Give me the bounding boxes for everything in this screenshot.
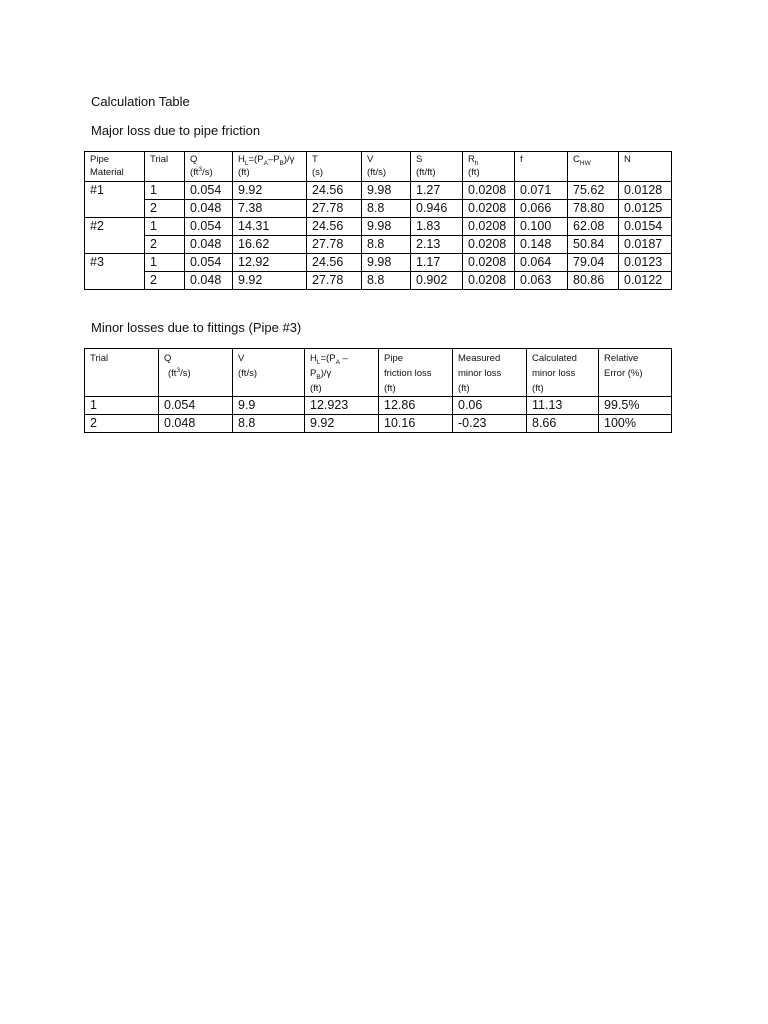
table-cell: 27.78: [307, 200, 362, 218]
header-q: [185, 152, 233, 182]
header-chw: [568, 152, 619, 182]
table-cell: 8.8: [362, 272, 411, 290]
table-cell: 9.92: [305, 415, 379, 433]
table-cell: 0.048: [185, 272, 233, 290]
table-row: [85, 236, 672, 254]
header-text: V: [367, 154, 374, 165]
table-cell: 14.31: [233, 218, 307, 236]
major-loss-title: Major loss due to pipe friction: [91, 123, 261, 138]
header-text: V: [238, 353, 245, 364]
table-cell: 1: [145, 254, 185, 272]
header-text: –: [339, 353, 348, 364]
major-loss-table: [84, 151, 672, 290]
header-text: minor loss: [532, 368, 576, 379]
header-unit: (ft): [532, 383, 544, 394]
table-row: [85, 254, 672, 272]
header-calculated-minor-loss: [527, 349, 599, 397]
table-cell: -0.23: [453, 415, 527, 433]
header-head-loss: [233, 152, 307, 182]
header-unit: /s): [202, 166, 213, 178]
table-cell: 99.5%: [599, 397, 672, 415]
table-row: [85, 272, 672, 290]
header-text: =(P: [248, 154, 264, 165]
pipe-material-cell: #2: [85, 218, 145, 254]
table-cell: 16.62: [233, 236, 307, 254]
subscript: HW: [579, 159, 591, 167]
table-cell: 8.8: [233, 415, 305, 433]
header-text: C: [573, 154, 580, 165]
table-cell: 10.16: [379, 415, 453, 433]
header-text: P: [310, 368, 317, 379]
table-cell: 11.13: [527, 397, 599, 415]
header-n: [619, 152, 672, 182]
header-text: friction loss: [384, 368, 432, 379]
table-cell: 2: [145, 236, 185, 254]
header-text: Measured: [458, 353, 501, 364]
table-cell: 0.0208: [463, 236, 515, 254]
header-f: [515, 152, 568, 182]
subscript: B: [316, 373, 321, 381]
table-cell: 0.063: [515, 272, 568, 290]
table-cell: 0.148: [515, 236, 568, 254]
major-table-body: [85, 182, 672, 290]
header-unit: (s): [312, 166, 324, 178]
table-cell: 1: [145, 218, 185, 236]
header-s: [411, 152, 463, 182]
minor-table-body: [85, 397, 672, 433]
header-text: H: [310, 353, 317, 364]
table-cell: 24.56: [307, 182, 362, 200]
table-cell: 9.9: [233, 397, 305, 415]
header-text: Trial: [150, 154, 169, 165]
table-cell: 0.0128: [619, 182, 672, 200]
header-unit: (ft): [384, 383, 396, 394]
table-cell: 24.56: [307, 254, 362, 272]
header-text: R: [468, 154, 475, 165]
header-text: Pipe: [90, 154, 110, 165]
table-cell: 75.62: [568, 182, 619, 200]
table-cell: 27.78: [307, 272, 362, 290]
header-text: Calculated: [532, 353, 577, 364]
header-text: f: [520, 154, 523, 165]
header-t: [307, 152, 362, 182]
table-cell: 80.86: [568, 272, 619, 290]
header-text: N: [624, 154, 631, 165]
table-cell: 12.92: [233, 254, 307, 272]
header-text: Pipe: [384, 353, 404, 364]
table-row: [85, 397, 672, 415]
table-cell: 7.38: [233, 200, 307, 218]
header-head-loss: [305, 349, 379, 397]
table-cell: 9.98: [362, 182, 411, 200]
table-cell: 8.66: [527, 415, 599, 433]
table-cell: 0.0187: [619, 236, 672, 254]
header-pipe-friction-loss: [379, 349, 453, 397]
header-pipe-material: [85, 152, 145, 182]
table-cell: 9.92: [233, 272, 307, 290]
table-row: [85, 200, 672, 218]
subscript: A: [263, 159, 268, 167]
table-cell: 24.56: [307, 218, 362, 236]
header-text: minor loss: [458, 368, 502, 379]
table-cell: 0.902: [411, 272, 463, 290]
minor-loss-table: [84, 348, 672, 433]
header-text: –P: [267, 154, 280, 165]
header-text: H: [238, 154, 245, 165]
header-rh: [463, 152, 515, 182]
header-text: Q: [164, 353, 172, 364]
header-text: )/γ: [320, 368, 332, 379]
table-cell: 1.17: [411, 254, 463, 272]
table-cell: 0.0125: [619, 200, 672, 218]
table-cell: 2.13: [411, 236, 463, 254]
table-header-row: [85, 349, 672, 397]
table-cell: 12.86: [379, 397, 453, 415]
header-unit: (ft: [190, 166, 199, 178]
table-cell: 0.054: [185, 182, 233, 200]
superscript: 3: [198, 165, 203, 173]
header-unit: (ft/ft): [416, 166, 436, 178]
header-unit: (ft/s): [238, 368, 257, 379]
table-cell: 0.0208: [463, 272, 515, 290]
header-unit: (ft): [458, 383, 470, 394]
header-unit: /s): [180, 368, 191, 379]
table-cell: 0.0123: [619, 254, 672, 272]
header-text: S: [416, 154, 423, 165]
table-row: [85, 182, 672, 200]
table-cell: 0.054: [185, 254, 233, 272]
table-cell: 1: [85, 397, 159, 415]
table-cell: 0.0122: [619, 272, 672, 290]
table-cell: 78.80: [568, 200, 619, 218]
superscript: 3: [176, 366, 181, 374]
table-cell: 9.98: [362, 254, 411, 272]
subscript: B: [279, 159, 284, 167]
table-cell: 1.83: [411, 218, 463, 236]
header-text: Q: [190, 154, 198, 165]
header-unit: (ft): [238, 166, 250, 178]
table-cell: 0.06: [453, 397, 527, 415]
pipe-material-cell: #1: [85, 182, 145, 218]
table-cell: 2: [85, 415, 159, 433]
subscript: h: [474, 159, 479, 167]
table-cell: 0.100: [515, 218, 568, 236]
table-cell: 0.0208: [463, 200, 515, 218]
header-text: T: [312, 154, 318, 165]
table-cell: 100%: [599, 415, 672, 433]
table-cell: 0.048: [159, 415, 233, 433]
table-cell: 79.04: [568, 254, 619, 272]
header-text: Relative: [604, 353, 639, 364]
header-q: [159, 349, 233, 397]
table-cell: 1: [145, 182, 185, 200]
header-measured-minor-loss: [453, 349, 527, 397]
table-cell: 50.84: [568, 236, 619, 254]
pipe-material-cell: #3: [85, 254, 145, 290]
table-cell: 0.0208: [463, 218, 515, 236]
table-cell: 9.98: [362, 218, 411, 236]
table-cell: 9.92: [233, 182, 307, 200]
table-cell: 2: [145, 272, 185, 290]
header-trial: [85, 349, 159, 397]
header-v: [362, 152, 411, 182]
header-v: [233, 349, 305, 397]
subscript: L: [316, 358, 321, 366]
table-header-row: [85, 152, 672, 182]
table-cell: 2: [145, 200, 185, 218]
table-cell: 0.066: [515, 200, 568, 218]
table-row: [85, 415, 672, 433]
header-text: Trial: [90, 353, 109, 364]
subscript: L: [244, 159, 249, 167]
table-cell: 1.27: [411, 182, 463, 200]
table-row: [85, 218, 672, 236]
header-trial: [145, 152, 185, 182]
table-cell: 0.054: [185, 218, 233, 236]
header-unit: (ft): [310, 383, 322, 394]
table-cell: 0.0208: [463, 254, 515, 272]
minor-loss-title: Minor losses due to fittings (Pipe #3): [91, 320, 302, 335]
table-cell: 12.923: [305, 397, 379, 415]
header-unit: (ft): [468, 166, 480, 178]
table-cell: 0.0154: [619, 218, 672, 236]
document-title: Calculation Table: [91, 94, 190, 109]
table-cell: 8.8: [362, 200, 411, 218]
table-cell: 27.78: [307, 236, 362, 254]
table-cell: 0.054: [159, 397, 233, 415]
table-cell: 0.946: [411, 200, 463, 218]
header-text: Material: [90, 166, 124, 178]
header-text: Error (%): [604, 368, 643, 379]
table-cell: 0.048: [185, 236, 233, 254]
table-cell: 0.048: [185, 200, 233, 218]
table-cell: 0.0208: [463, 182, 515, 200]
header-text: )/γ: [283, 154, 295, 165]
header-text: =(P: [320, 353, 336, 364]
table-cell: 62.08: [568, 218, 619, 236]
table-cell: 8.8: [362, 236, 411, 254]
header-unit: (ft/s): [367, 166, 386, 178]
table-cell: 0.064: [515, 254, 568, 272]
subscript: A: [335, 358, 340, 366]
table-cell: 0.071: [515, 182, 568, 200]
header-unit: (ft: [168, 368, 177, 379]
header-relative-error: [599, 349, 672, 397]
